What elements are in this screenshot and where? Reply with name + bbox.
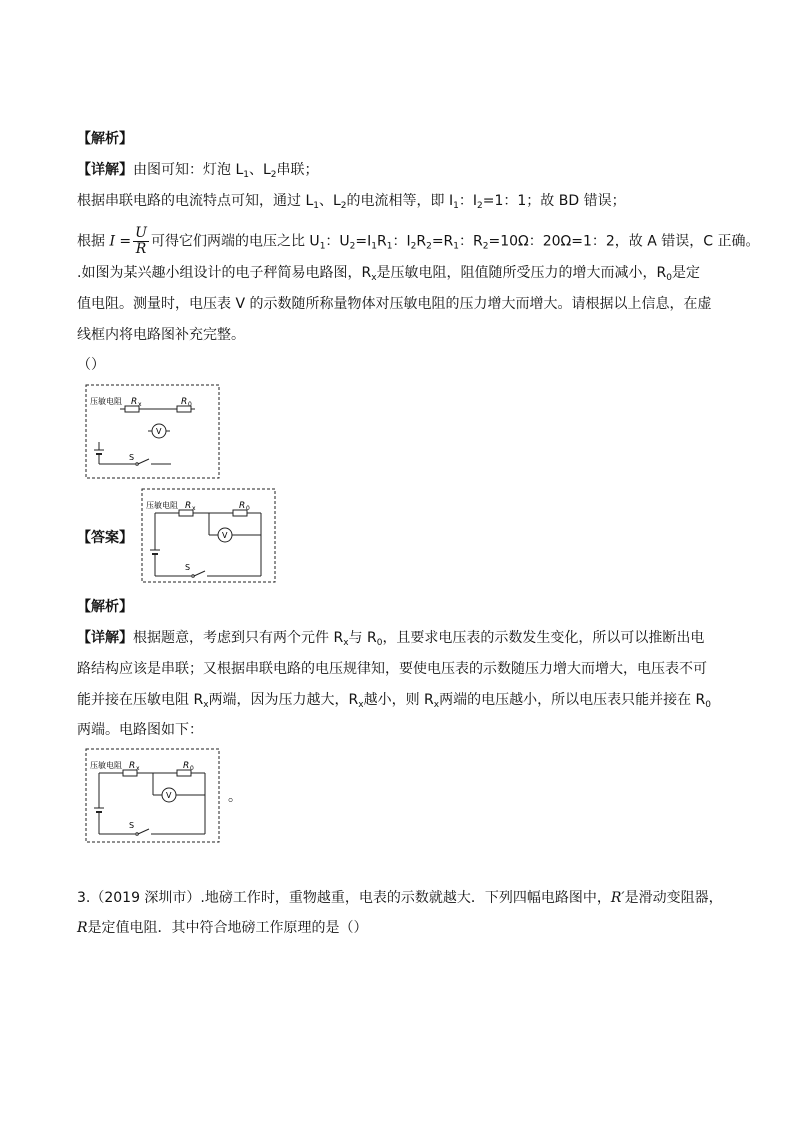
- question3-line2: [77, 918, 368, 938]
- switch-icon: [136, 463, 139, 466]
- text: 两端的电压越小，所以电压表只能并接在 R: [439, 692, 706, 708]
- detail-line-1: 【详解】由图可知：灯泡 $L_1$、$L_2$串联；: [77, 162, 319, 180]
- text: 、L: [318, 193, 341, 209]
- text: ：R: [459, 233, 483, 250]
- r0-sub: 0: [188, 401, 192, 408]
- text: 的电流相等，即 I: [346, 193, 454, 209]
- voltmeter-label: V: [222, 531, 228, 540]
- switch-label: S: [129, 453, 135, 462]
- r0-label: R: [183, 761, 190, 771]
- r0-label: R: [239, 501, 246, 511]
- r-prime-symbol: R′: [610, 890, 625, 906]
- detail-text-tail: 串联；: [276, 162, 319, 178]
- r0-label: R: [181, 397, 188, 407]
- detail-text-mid: 、L: [248, 162, 271, 178]
- text: 可得它们两端的电压之比 U: [150, 233, 320, 250]
- r0-sub: 0: [246, 505, 250, 512]
- analysis-heading-1: 【解析】: [77, 131, 133, 147]
- text: 越小，则 R: [363, 692, 434, 708]
- text: 根据: [77, 233, 105, 250]
- text: ，且要求电压表的示数发生变化，所以可以推断出电: [382, 630, 705, 646]
- detail-text: 由图可知：灯泡 L: [133, 162, 244, 178]
- text: =R: [431, 233, 454, 250]
- pressure-resistor-label: 压敏电阻: [90, 397, 122, 406]
- rx-label: R: [131, 397, 138, 407]
- text: ：U: [325, 233, 350, 250]
- voltmeter-label: V: [166, 791, 172, 800]
- rx-sub: x: [138, 401, 142, 408]
- figure-period: 。: [228, 789, 242, 805]
- pressure-resistor-label: 压敏电阻: [146, 501, 178, 510]
- text: =I: [355, 233, 372, 250]
- text: .如图为某兴趣小组设计的电子秤简易电路图，R: [77, 265, 372, 281]
- text: 是压敏电阻，阻值随所受压力的增大而减小，R: [376, 265, 667, 281]
- text: 是定: [671, 265, 700, 281]
- text: 根据串联电路的电流特点可知，通过 L: [77, 193, 314, 209]
- r-symbol: R: [77, 920, 88, 936]
- fraction-denominator: R: [135, 241, 147, 257]
- question3-line1: [77, 888, 723, 908]
- explanation-line3: 能并接在压敏电阻 $R_x$两端，因为压力越大，$R_x$越小，则 $R_x$两端的电压越小，所以电压表只能并接在 $R_0$: [77, 692, 712, 710]
- explanation-line2: 路结构应该是串联；又根据串联电路的电压规律知，要使电压表的示数随压力增大而增大，电压表不可: [77, 661, 707, 677]
- explanation-line4: 两端。电路图如下：: [77, 722, 203, 738]
- switch-label: S: [185, 563, 191, 572]
- pressure-resistor-label: 压敏电阻: [90, 761, 122, 770]
- switch-icon: [192, 575, 195, 578]
- rx-label: R: [129, 761, 136, 771]
- text: R: [377, 233, 387, 250]
- current-equal-line: 根据串联电路的电流特点可知，通过 $L_1$、$L_2$的电流相等，即 $I_1$：$I_2=1$：1；故 BD 错误；: [77, 193, 626, 211]
- rx-sub: x: [136, 765, 140, 772]
- answer-label: 【答案】: [77, 530, 133, 546]
- formula-fraction: [133, 226, 149, 257]
- text: 与 R: [348, 630, 377, 646]
- text: =10Ω：20Ω=1：2，故 A 错误，C 正确。: [488, 233, 760, 250]
- text: =1：1；故 BD 错误；: [482, 193, 626, 209]
- question2-line3: 线框内将电路图补充完整。: [77, 327, 245, 343]
- text: R: [416, 233, 427, 250]
- switch-label: S: [129, 821, 135, 830]
- switch-icon: [136, 833, 139, 836]
- question2-line2: 值电阻。测量时，电压表 V 的示数随所称量物体对压敏电阻的压力增大而增大。请根据以上信息，在虚: [77, 296, 712, 312]
- rx-sub: x: [192, 505, 196, 512]
- rx-label: R: [185, 501, 192, 511]
- question2-paren: （）: [77, 357, 105, 373]
- formula-left: I =: [109, 233, 132, 250]
- r0-sub: 0: [190, 765, 194, 772]
- voltage-ratio-line: 根据 I = $\frac{U}{R}$ 可得它们两端的电压之比 $U_1$：$U_2=I_1R_1$：$I_2R_2=R_1$：$R_2=10\Omega$：20Ω=1：2，故 A 错误，C 正确。: [77, 225, 760, 257]
- voltmeter-label: V: [156, 427, 162, 436]
- text: 是滑动变阻器，: [624, 890, 723, 906]
- text: ：I: [392, 233, 411, 250]
- text: ：I: [458, 193, 477, 209]
- text: 是定值电阻．其中符合地磅工作原理的是（）: [87, 920, 368, 936]
- text: 根据题意，考虑到只有两个元件 R: [133, 630, 344, 646]
- detail-tag: 【详解】: [77, 162, 133, 178]
- analysis-heading-2: 【解析】: [77, 599, 133, 615]
- fraction-numerator: U: [135, 225, 147, 241]
- text: 两端，因为压力越大，R: [208, 692, 359, 708]
- detail-tag: 【详解】: [77, 630, 133, 646]
- question-circuit-figure: [85, 384, 221, 480]
- solution-circuit-figure: [85, 748, 221, 844]
- answer-circuit-figure: [141, 488, 277, 584]
- text: 能并接在压敏电阻 R: [77, 692, 204, 708]
- question2-line1: .如图为某兴趣小组设计的电子秤简易电路图，$R_x$是压敏电阻，阻值随所受压力的增大而减小，$R_0$是定: [77, 265, 700, 283]
- text: 3.（2019 深圳市）.地磅工作时，重物越重，电表的示数就越大．下列四幅电路图中，: [77, 890, 611, 906]
- explanation-line1: 【详解】根据题意，考虑到只有两个元件 $R_x$与 $R_0$，且要求电压表的示数发生变化，所以可以推断出电: [77, 630, 705, 648]
